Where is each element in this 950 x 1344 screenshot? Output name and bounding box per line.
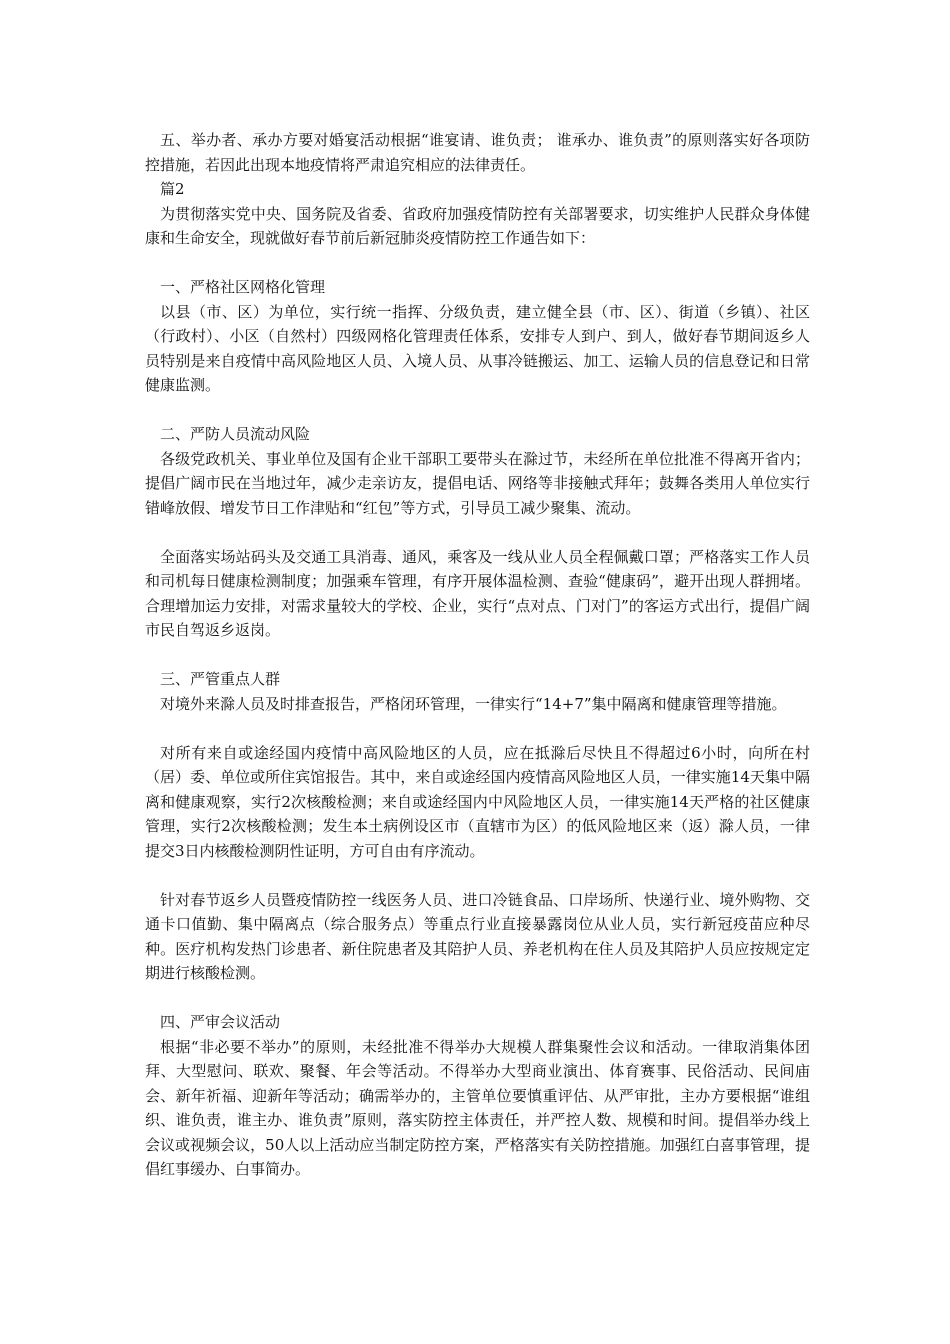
paragraph-transport-disinfection: 全面落实场站码头及交通工具消毒、通风，乘客及一线从业人员全程佩戴口罩；严格落实工作人员和司机每日健康检测制度；加强乘车管理，有序开展体温检测、查验“健康码”，避开出现人群拥堵。合理增加运力安排，对需求量较大的学校、企业，实行“点对点、门对门”的客运方式出行，提倡广阔市民自驾返乡返岗。 [145, 547, 810, 639]
paragraph-mobility-staff: 各级党政机关、事业单位及国有企业干部职工要带头在滁过节，未经所在单位批准不得离开省内；提倡广阔市民在当地过年，减少走亲访友，提倡电话、网络等非接触式拜年；鼓舞各类用人单位实行错峰放假、增发节日工作津贴和“红包”等方式，引导员工减少聚集、流动。 [145, 449, 810, 517]
paragraph-vaccination: 针对春节返乡人员暨疫情防控一线医务人员、进口冷链食品、口岸场所、快递行业、境外购物、交通卡口值勤、集中隔离点（综合服务点）等重点行业直接暴露岗位从业人员，实行新冠疫苗应种尽种。医疗机构发热门诊患者、新住院患者及其陪护人员、养老机构在住人员及其陪护人员应按规定定期进行核酸检测。 [145, 890, 810, 982]
paragraph-meetings: 根据“非必要不举办”的原则，未经批准不得举办大规模人群集聚性会议和活动。一律取消集体团拜、大型慰问、联欢、聚餐、年会等活动。不得举办大型商业演出、体育赛事、民俗活动、民间庙会、新年祈福、迎新年等活动；确需举办的，主管单位要慎重评估、从严审批，主办方要根据“谁组织、谁负责，谁主办、谁负责”原则，落实防控主体责任，并严控人数、规模和时间。提倡举办线上会议或视频会议，50人以上活动应当制定防控方案，严格落实有关防控措施。加强红白喜事管理，提倡红事缓办、白事简办。 [145, 1037, 810, 1178]
paragraph-overseas-arrivals: 对境外来滁人员及时排查报告，严格闭环管理，一律实行“14+7”集中隔离和健康管理等措施。 [160, 694, 787, 713]
spacer [145, 863, 810, 888]
paragraph-risk-area-arrivals: 对所有来自或途经国内疫情中高风险地区的人员，应在抵滁后尽快且不得超过6小时，向所在村（居）委、单位或所住宾馆报告。其中，来自或途经国内疫情高风险地区人员，一律实施14天集中隔离和健康观察，实行2次核酸检测；来自或途经国内中风险地区人员，一律实施14天严格的社区健康管理，实行2次核酸检测；发生本土病例设区市（直辖市为区）的低风险地区来（返）滁人员，一律提交3日内核酸检测阴性证明，方可自由有序流动。 [145, 743, 810, 860]
spacer [145, 716, 810, 741]
heading-key-groups: 三、严管重点人群 [160, 670, 281, 688]
spacer [145, 398, 810, 423]
section-label: 篇2 [160, 180, 185, 198]
document-body [145, 128, 810, 1182]
paragraph-banquet-responsibility: 五、举办者、承办方要对婚宴活动根据“谁宴请、谁负责； 谁承办、谁负责”的原则落实好各项防控措施，若因此出现本地疫情将严肃追究相应的法律责任。 [145, 131, 810, 174]
spacer [145, 520, 810, 545]
heading-mobility-risk: 二、严防人员流动风险 [160, 425, 311, 443]
heading-meetings: 四、严审会议活动 [160, 1013, 281, 1031]
heading-community-grid: 一、严格社区网格化管理 [160, 278, 326, 296]
spacer [145, 986, 810, 1011]
spacer [145, 251, 810, 276]
spacer [145, 643, 810, 668]
paragraph-community-grid: 以县（市、区）为单位，实行统一指挥、分级负责，建立健全县（市、区）、街道（乡镇）、社区（行政村）、小区（自然村）四级网格化管理责任体系，安排专人到户、到人，做好春节期间返乡人员特别是来自疫情中高风险地区人员、入境人员、从事冷链搬运、加工、运输人员的信息登记和日常健康监测。 [145, 302, 810, 394]
paragraph-intro: 为贯彻落实党中央、国务院及省委、省政府加强疫情防控有关部署要求，切实维护人民群众身体健康和生命安全，现就做好春节前后新冠肺炎疫情防控工作通告如下： [145, 204, 810, 247]
